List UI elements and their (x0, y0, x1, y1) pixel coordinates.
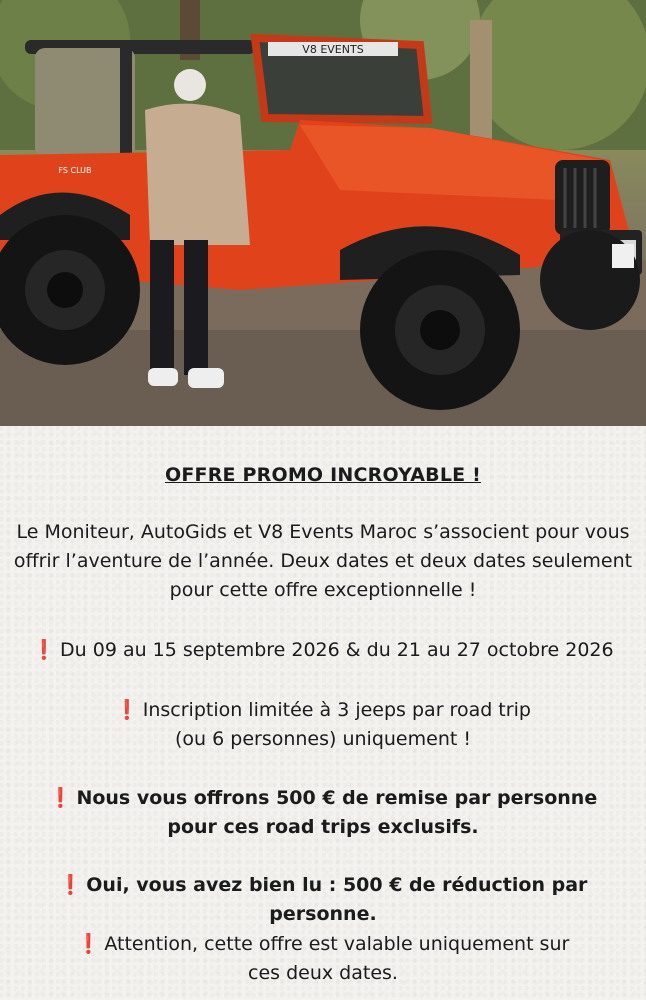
discount-line-2: pour ces road trips exclusifs. (167, 816, 479, 838)
limit-paragraph (6, 696, 640, 754)
dates-paragraph (6, 636, 640, 665)
windshield-text: V8 EVENTS (302, 43, 364, 56)
discount-paragraph (6, 784, 640, 842)
jeep-illustration (0, 0, 646, 426)
intro-line-3: pour cette offre exceptionnelle ! (169, 579, 477, 601)
limit-line-2: (ou 6 personnes) uniquement ! (175, 728, 471, 750)
limit-line-1: Inscription limitée à 3 jeeps par road trip (142, 699, 531, 721)
offer-title: OFFRE PROMO INCROYABLE ! (164, 464, 482, 486)
side-badge: FS CLUB (58, 166, 92, 175)
hero-photo (0, 0, 646, 426)
confirm-text: Oui, vous avez bien lu : 500 € de réduction par personne. (86, 874, 588, 925)
intro-paragraph (6, 518, 640, 605)
exclamation-icon: ❗ (58, 874, 83, 896)
note-paragraph (6, 930, 640, 988)
intro-line-2: offrir l’aventure de l’année. Deux dates et deux dates seulement (13, 550, 633, 572)
exclamation-icon: ❗ (48, 787, 73, 809)
note-line-1: Attention, cette offre est valable uniquement sur (104, 933, 570, 955)
offer-text-section (0, 426, 646, 1000)
confirm-paragraph (6, 871, 640, 929)
discount-line-1: Nous vous offrons 500 € de remise par personne (76, 787, 598, 809)
exclamation-icon: ❗ (76, 933, 101, 955)
exclamation-icon: ❗ (115, 699, 139, 721)
dates-text: Du 09 au 15 septembre 2026 & du 21 au 27 octobre 2026 (60, 639, 614, 661)
note-line-2: ces deux dates. (248, 962, 398, 984)
exclamation-icon: ❗ (32, 639, 57, 661)
intro-line-1: Le Moniteur, AutoGids et V8 Events Maroc s’associent pour vous (16, 521, 630, 543)
